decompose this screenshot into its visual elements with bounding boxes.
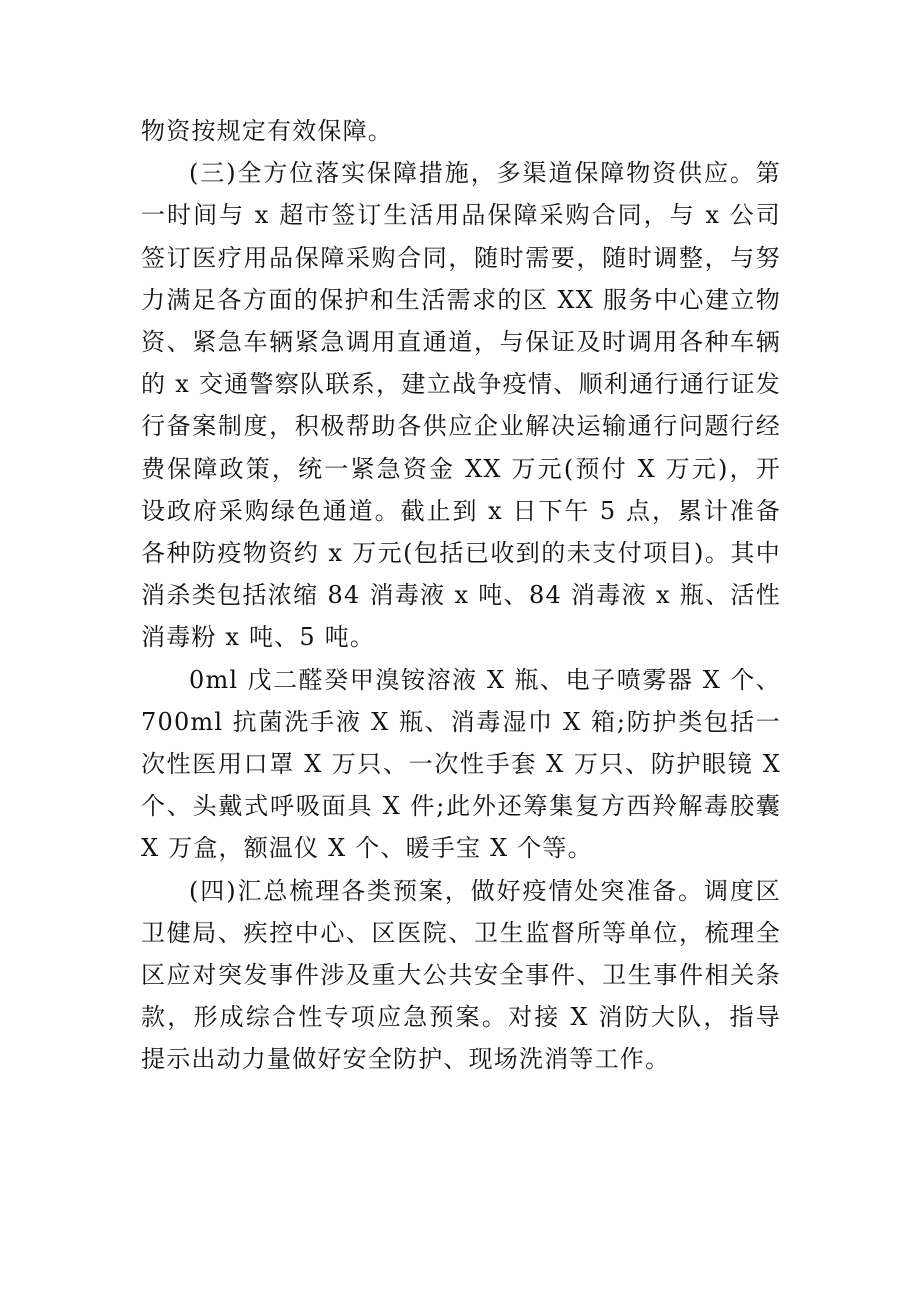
paragraph-supplies-list: 0ml 戊二醛癸甲溴铵溶液 X 瓶、电子喷雾器 X 个、700ml 抗菌洗手液 X 瓶、消毒湿巾 X 箱;防护类包括一次性医用口罩 X 万只、一次性手套 X 万只、防护眼镜 X 个、头戴式呼吸面具 X 件;此外还筹集复方西羚解毒胶囊 X 万盒，额温仪 X 个、暖手宝 X 个等。 — [141, 665, 781, 863]
paragraph-section-four: (四)汇总梳理各类预案，做好疫情处突准备。调度区卫健局、疾控中心、区医院、卫生监督所等单位，梳理全区应对突发事件涉及重大公共安全事件、卫生事件相关条款，形成综合性专项应急预案。对接 X 消防大队，指导提示出动力量做好安全防护、现场洗消等工作。 — [141, 876, 781, 1074]
paragraph-section-three: (三)全方位落实保障措施，多渠道保障物资供应。第一时间与 x 超市签订生活用品保障采购合同，与 x 公司签订医疗用品保障采购合同，随时需要，随时调整，与努力满足各方面的保护和生活需求的区 XX 服务中心建立物资、紧急车辆紧急调用直通道，与保证及时调用各种车辆的 x 交通警察队联系，建立战争疫情、顺利通行通行证发行备案制度，积极帮助各供应企业解决运输通行问题行经费保障政策，统一紧急资金 XX 万元(预付 X 万元)，开设政府采购绿色通道。截止到 x 日下午 5 点，累计准备各种防疫物资约 x 万元(包括已收到的未支付项目)。其中消杀类包括浓缩 84 消毒液 x 吨、84 消毒液 x 瓶、活性消毒粉 x 吨、5 吨。 — [141, 159, 781, 652]
document-body — [141, 110, 781, 1081]
paragraph-continuation: 物资按规定有效保障。 — [141, 117, 393, 145]
